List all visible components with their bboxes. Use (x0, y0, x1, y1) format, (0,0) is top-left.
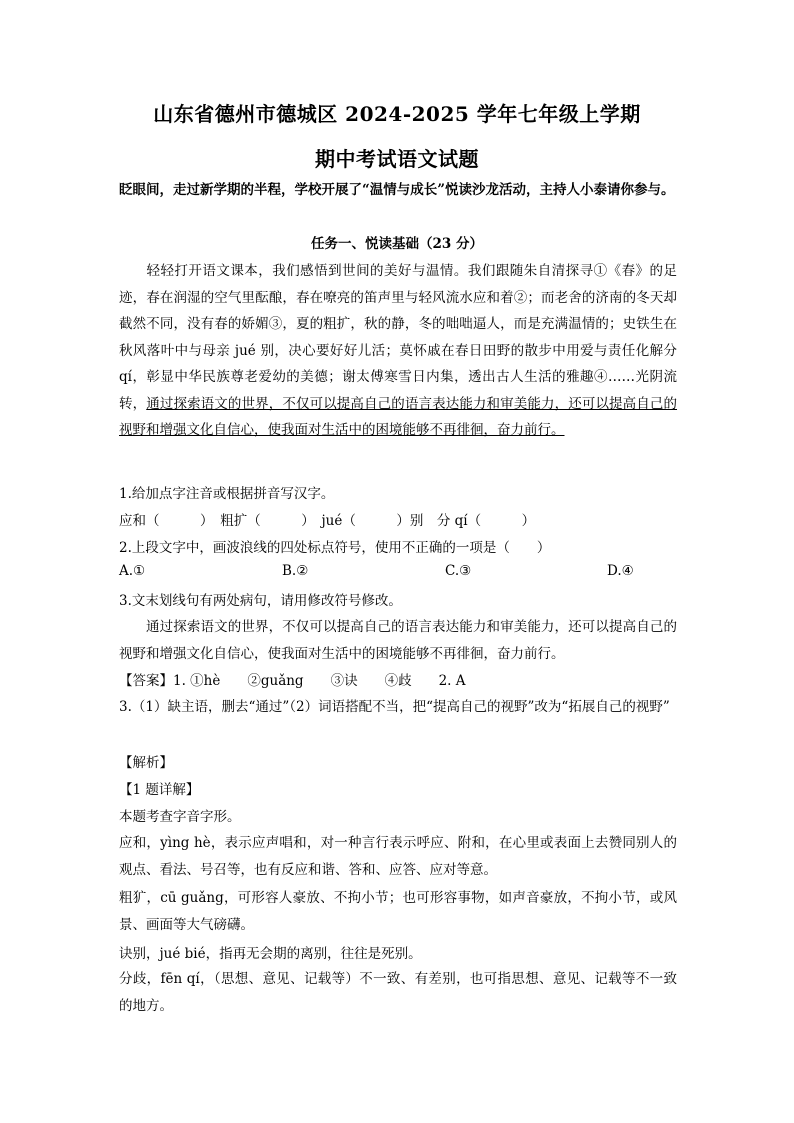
answer-line-2: 3.（1）缺主语，删去“通过”（2）词语搭配不当，把“提高自己的视野”改为“拓展自己的视野” (119, 699, 670, 715)
passage-underlined-sentence: 通过探索语文的世界，不仅可以提高自己的语言表达能力和审美能力，还可以提高自己的视野和增强文化自信心，使我面对生活中的困境能够不再徘徊，奋力前行。 (119, 395, 678, 438)
intro-text: 眨眼间，走过新学期的半程，学校开展了“温情与成长”悦读沙龙活动，主持人小泰请你参与。 (119, 182, 675, 198)
title-line-2: 期中考试语文试题 (315, 147, 479, 171)
analysis-paragraph-2: 应和，yìng hè，表示应声唱和，对一种言行表示呼应、附和，在心里或表面上去赞同别人的观点、看法、号召等，也有反应和谐、答和、应答、应对等意。 (119, 835, 677, 878)
analysis-label: 【解析】 (119, 755, 173, 771)
question-3-sentence: 通过探索语文的世界，不仅可以提高自己的语言表达能力和审美能力，还可以提高自己的视野和增强文化自信心，使我面对生活中的困境能够不再徘徊，奋力前行。 (119, 619, 677, 662)
analysis-paragraph-3: 粗犷，cū guǎng，可形容人豪放、不拘小节；也可形容事物，如声音豪放，不拘小节，或风景、画面等大气磅礴。 (119, 890, 677, 933)
analysis-paragraph-1: 本题考查字音字形。 (119, 809, 241, 825)
question-2-stem: 2.上段文字中，画波浪线的四处标点符号，使用不正确的一项是（ ） (119, 540, 551, 556)
option-c: C.③ (445, 563, 472, 579)
question-3-stem: 3.文末划线句有两处病句，请用修改符号修改。 (119, 593, 402, 609)
option-d: D.④ (607, 563, 634, 579)
option-a: A.① (119, 563, 146, 579)
question-1-items: 应和（ ） 粗扩（ ） jué（ ）别 分 qí（ ） (119, 513, 536, 529)
analysis-paragraph-4: 诀别，jué bié，指再无会期的离别，往往是死别。 (119, 946, 422, 962)
analysis-paragraph-5: 分歧，fēn qí，（思想、意见、记载等）不一致、有差别，也可指思想、意见、记载等不一致的地方。 (119, 971, 677, 1014)
analysis-subheading: 【1 题详解】 (119, 782, 200, 798)
passage-text: 轻轻打开语文课本，我们感悟到世间的美好与温情。我们跟随朱自清探寻①《春》的足迹，春在润湿的空气里酝酿，春在嘹亮的笛声里与轻风流水应和着②；而老舍的济南的冬天却截然不同，没有春的娇媚③，夏的粗扩，秋的静，冬的咄咄逼人，而是充满温情的；史铁生在秋风落叶中与母亲 jué 别，决心要好好儿活；莫怀戚在春日田野的散步中用爱与责任化解分 qí，彰显中华民族尊老爱幼的美德；谢太傅寒雪日内集，透出古人生活的雅趣④……光阴流转， (119, 263, 677, 412)
reading-passage (119, 258, 677, 444)
option-b: B.② (282, 563, 309, 579)
question-1-stem: 1.给加点字注音或根据拼音写汉字。 (119, 486, 335, 502)
title-line-1: 山东省德州市德城区 2024-2025 学年七年级上学期 (153, 102, 641, 126)
task-heading: 任务一、悦读基础（23 分） (311, 236, 483, 252)
answer-line-1: 【答案】1. ①hè ②guǎng ③诀 ④歧 2. A (119, 673, 466, 689)
